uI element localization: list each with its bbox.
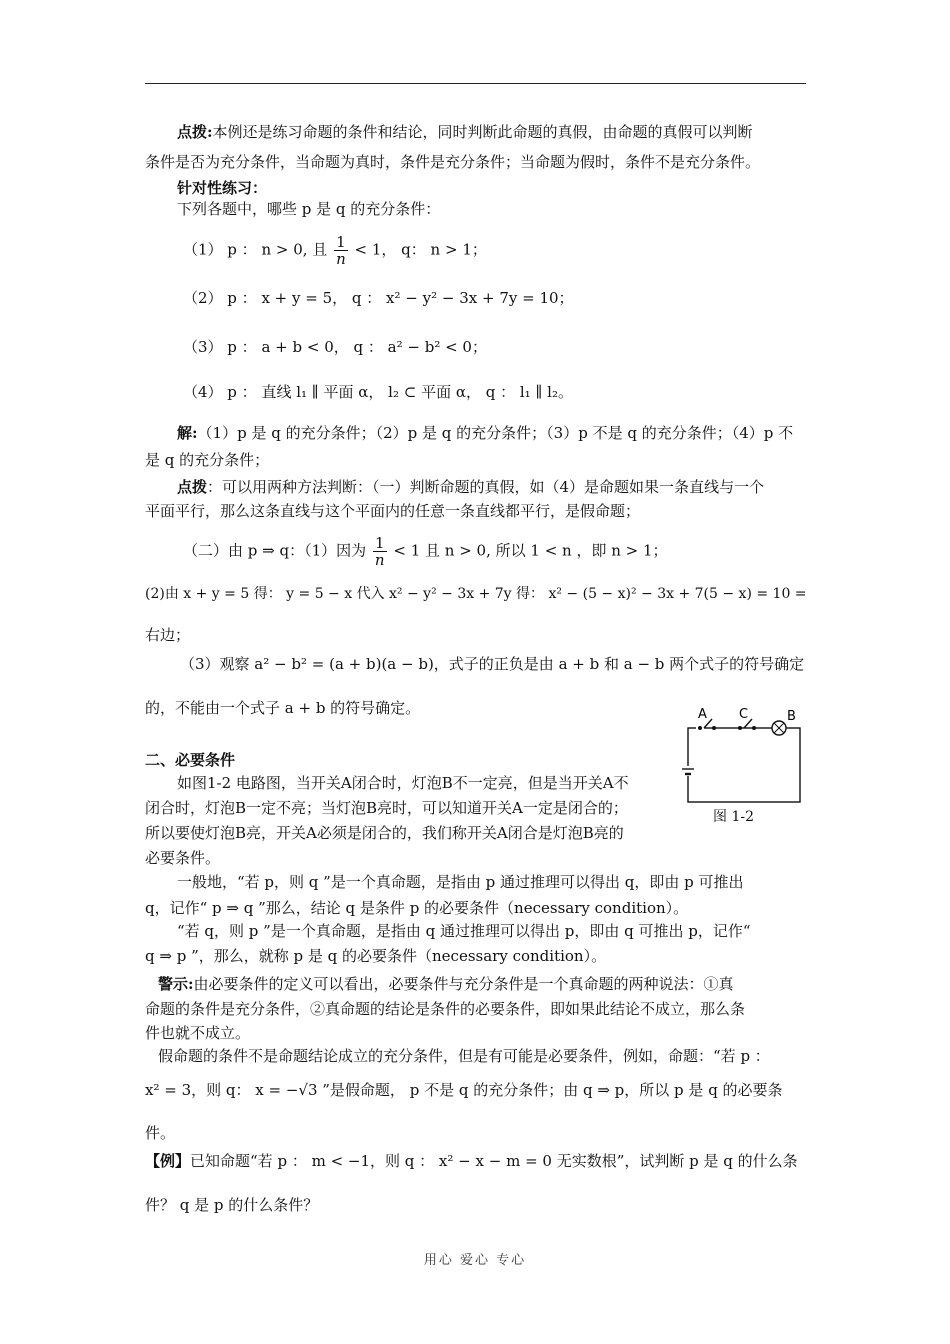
paragraph-line: 件也就不成立。 [145,1024,251,1042]
paragraph-line: 件。 [145,1124,176,1142]
paragraph-line: 假命题的条件不是命题结论成立的充分条件，但是有可能是必要条件，例如，命题：“若 p ： [158,1047,770,1065]
paragraph-line: 闭合时，灯泡B一定不亮；当灯泡B亮时，可以知道开关A一定是闭合的； [145,799,628,817]
method-two-line-5: 的，不能由一个式子 a + b 的符号确定。 [145,699,421,717]
tip-label: 点拨 [177,478,208,496]
paragraph-line: x² = 3，则 q： x = −√3 ”是假命题， p 不是 q 的充分条件；由 q ⇒ p，所以 p 是 q 的必要条 [145,1081,783,1099]
tip-line-2: 平面平行，那么这条直线与这个平面内的任意一条直线都平行，是假命题； [145,502,641,520]
item-text: < 1， q： n > 1； [354,240,487,259]
tip-text: 本例还是练习命题的条件和结论，同时判断此命题的真假，由命题的真假可以判断 [212,123,753,141]
method-two-line-2: (2)由 x + y = 5 得： y = 5 − x 代入 x² − y² − 3x + 7y 得： x² − (5 − x)² − 3x + 7(5 − x) = 10 = [145,586,807,602]
switch-a-contact [698,726,702,730]
solution-line-2: 是 q 的充分条件； [145,451,270,469]
method-two-line-3: 右边； [145,626,191,644]
paragraph-line: 如图1-2 电路图，当开关A闭合时，灯泡B不一定亮，但是当开关A不 [177,774,629,792]
fraction-numerator: 1 [373,535,387,552]
fraction [334,234,348,267]
switch-a-contact [712,726,716,730]
exercise-item-1 [183,234,487,267]
method-two-line [183,535,668,568]
paragraph-line: 必要条件。 [145,849,221,867]
label-c: C [739,707,749,722]
paragraph-line: 件？ q 是 p 的什么条件？ [145,1196,319,1214]
circuit-wire [688,728,800,802]
warning-text: 由必要条件的定义可以看出，必要条件与充分条件是一个真命题的两种说法：①真 [193,975,734,993]
page-footer: 用心 爱心 专心 [423,1253,527,1268]
solution-label: 解: [177,424,198,442]
figure-caption: 图 1-2 [713,809,754,825]
paragraph-line: 条件是否为充分条件，当命题为真时，条件是充分条件；当命题为假时，条件不是充分条件。 [145,153,761,171]
tip-text: ：可以用两种方法判断：（一）判断命题的真假，如（4）是命题如果一条直线与一个 [207,478,765,496]
method-two-line-4: （3）观察 a² − b² = (a + b)(a − b)，式子的正负是由 a + b 和 a − b 两个式子的符号确定 [180,655,805,673]
warning-line [158,973,734,995]
section-title-necessary: 二、必要条件 [145,751,236,769]
paragraph-line: q，记作“ p ⇒ q ”那么，结论 q 是条件 p 的必要条件（necessary condition）。 [145,899,689,917]
warning-label: 警示: [158,975,194,993]
tip-line [177,476,764,498]
tip-label: 点拨: [177,123,213,141]
paragraph-line: 下列各题中，哪些 p 是 q 的充分条件： [177,200,441,218]
exercise-item-2: （2） p ： x + y = 5， q ： x² − y² − 3x + 7y = 10； [183,289,574,307]
example-line [145,1150,798,1172]
paragraph-line: “若 q，则 p ”是一个真命题，是指由 q 通过推理可以得出 p，即由 q 可推出 p，记作“ [177,922,751,940]
solution-line [177,422,793,444]
fraction-denominator: n [336,250,346,268]
circuit-diagram [678,700,808,808]
paragraph-line: q ⇒ p ”，那么，就称 p 是 q 的必要条件（necessary condition）。 [145,947,607,965]
method-text: （二）由 p ⇒ q：（1）因为 [183,541,367,560]
label-b: B [787,709,796,724]
method-text: < 1 且 n > 0, 所以 1 < n ，即 n > 1； [393,541,668,560]
example-label: 【例】 [145,1152,191,1170]
switch-c-contact [752,726,756,730]
example-text: 已知命题“若 p ： m < −1，则 q ： x² − x − m = 0 无实数根”，试判断 p 是 q 的什么条 [190,1152,798,1170]
solution-text: （1）p 是 q 的充分条件；（2）p 是 q 的充分条件；（3）p 不是 q 的充分条件；（4）p 不 [197,424,794,442]
label-a: A [698,707,707,722]
fraction-numerator: 1 [334,234,348,251]
switch-c-contact [738,726,742,730]
exercise-item-3: （3） p ： a + b < 0， q ： a² − b² < 0； [183,338,487,356]
paragraph-line: 命题的条件是充分条件，②真命题的结论是条件的必要条件，即如果此结论不成立，那么条 [145,1000,746,1018]
paragraph-line: 所以要使灯泡B亮，开关A必须是闭合的，我们称开关A闭合是灯泡B亮的 [145,824,624,842]
fraction [373,535,387,568]
exercise-item-4: （4） p ： 直线 l₁ ∥ 平面 α， l₂ ⊂ 平面 α， q ： l₁ ∥ l₂。 [183,383,573,401]
header-rule [145,83,806,84]
item-text: （1） p ： n > 0, 且 [183,240,328,259]
paragraph-line: 一般地，“若 p，则 q ”是一个真命题，是指由 p 通过推理可以得出 q，即由 p 可推出 [177,873,744,891]
paragraph-tip-1 [177,121,753,143]
section-heading: 针对性练习： [177,179,268,197]
fraction-denominator: n [374,551,385,569]
